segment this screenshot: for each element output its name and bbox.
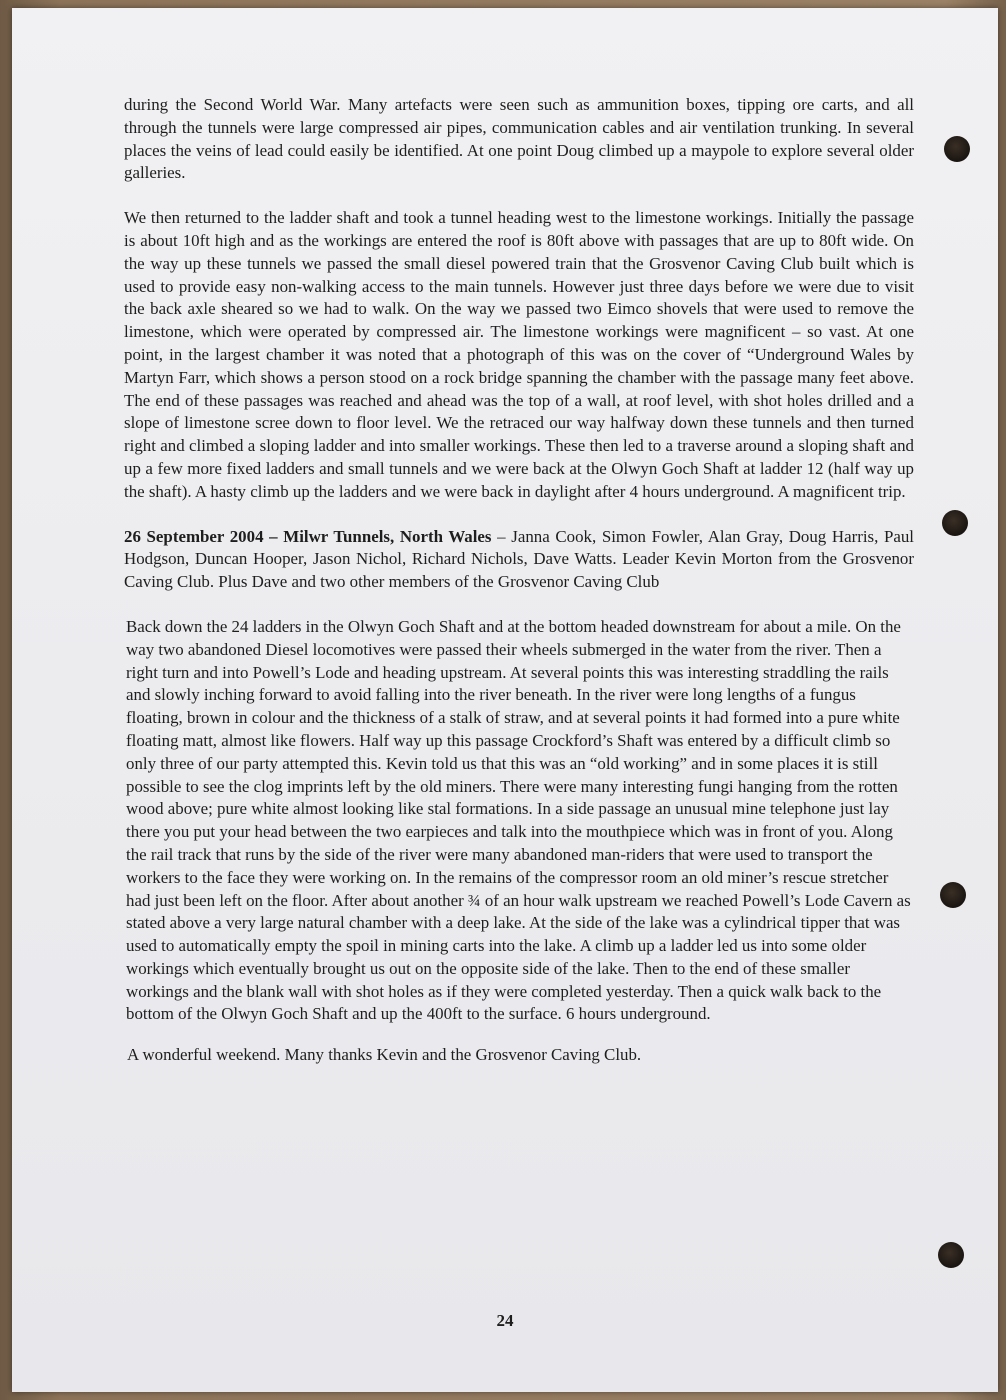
- closing-paragraph: A wonderful weekend. Many thanks Kevin and the Grosvenor Caving Club.: [127, 1045, 642, 1065]
- punch-hole-icon: [942, 510, 968, 536]
- page-number: 24: [496, 1311, 514, 1330]
- paragraph-1: during the Second World War. Many artefacts were seen such as ammunition boxes, tipping ore carts, and all through the tunnels were large compressed air pipes, communication cables and air ventilation trunking. In several places the veins of lead could easily be identified. At one point Doug climbed up a maypole to explore several older galleries.: [124, 95, 914, 183]
- punch-hole-icon: [944, 136, 970, 162]
- punch-hole-icon: [938, 1242, 964, 1268]
- punch-hole-icon: [940, 882, 966, 908]
- paragraph-4: Back down the 24 ladders in the Olwyn Goch Shaft and at the bottom headed downstream for about a mile. On the way two abandoned Diesel locomotives were passed their wheels submerged in the water from the river. Then a right turn and into Powell’s Lode and heading upstream. At several points this was interesting straddling the rails and slowly inching forward to avoid falling into the river beneath. In the river were long lengths of a fungus floating, brown in colour and the thickness of a stalk of straw, and at several points it had formed into a pure white floating matt, almost like flowers. Half way up this passage Crockford’s Shaft was entered by a difficult climb so only three of our party attempted this. Kevin told us that this was an “old working” and in some places it is still possible to see the clog imprints left by the old miners. There were many interesting fungi hanging from the rotten wood above; pure white almost looking like stal formations. In a side passage an unusual mine telephone just lay there you put your head between the two earpieces and talk into the mouthpiece which was in front of you. Along the rail track that runs by the side of the river were many abandoned man-riders that were used to transport the workers to the face they were working on. In the remains of the compressor room an old miner’s rescue stretcher had just been left on the floor. After about another ¾ of an hour walk upstream we reached Powell’s Lode Cavern as stated above a very large natural chamber with a deep lake. At the side of the lake was a cylindrical tipper that was used to automatically empty the spoil in mining carts into the lake. A climb up a ladder led us into some older workings which eventually brought us out on the opposite side of the lake. Then to the end of these smaller workings and the blank wall with shot holes as if they were completed yesterday. Then a quick walk back to the bottom of the Olwyn Goch Shaft and up the 400ft to the surface. 6 hours underground.: [126, 616, 911, 1024]
- document-body: [124, 94, 914, 1067]
- trip-attendees: – Janna Cook, Simon Fowler, Alan Gray, Doug Harris, Paul Hodgson, Duncan Hooper, Jason Nichol, Richard Nichols, Dave Watts. Leader Kevin Morton from the Grosvenor Caving Club. Plus Dave and two other members of the Grosvenor Caving Club: [124, 526, 914, 592]
- paragraph-2: We then returned to the ladder shaft and took a tunnel heading west to the limestone workings. Initially the passage is about 10ft high and as the workings are entered the roof is 80ft above with passages that are up to 80ft wide. On the way up these tunnels we passed the small diesel powered train that the Grosvenor Caving Club built which is used to provide easy non-walking access to the main tunnels. However just three days before we were due to visit the back axle sheared so we had to walk. On the way we passed two Eimco shovels that were used to remove the limestone, which were operated by compressed air. The limestone workings were magnificent – so vast. At one point, in the largest chamber it was noted that a photograph of this was on the cover of “Underground Wales by Martyn Farr, which shows a person stood on a rock bridge spanning the chamber with the passage many feet above. The end of these passages was reached and ahead was the top of a wall, at roof level, with shot holes drilled and a slope of limestone scree down to floor level. We the retraced our way halfway down these tunnels and then turned right and climbed a sloping ladder and into smaller workings. These then led to a traverse around a sloping shaft and up a few more fixed ladders and small tunnels and we were back at the Olwyn Goch Shaft at ladder 12 (half way up the shaft). A hasty climb up the ladders and we were back in daylight after 4 hours underground. A magnificent trip.: [124, 208, 914, 501]
- trip-heading: 26 September 2004 – Milwr Tunnels, North Wales: [124, 526, 492, 546]
- trip-entry-paragraph: [124, 526, 914, 594]
- document-page: [12, 8, 998, 1392]
